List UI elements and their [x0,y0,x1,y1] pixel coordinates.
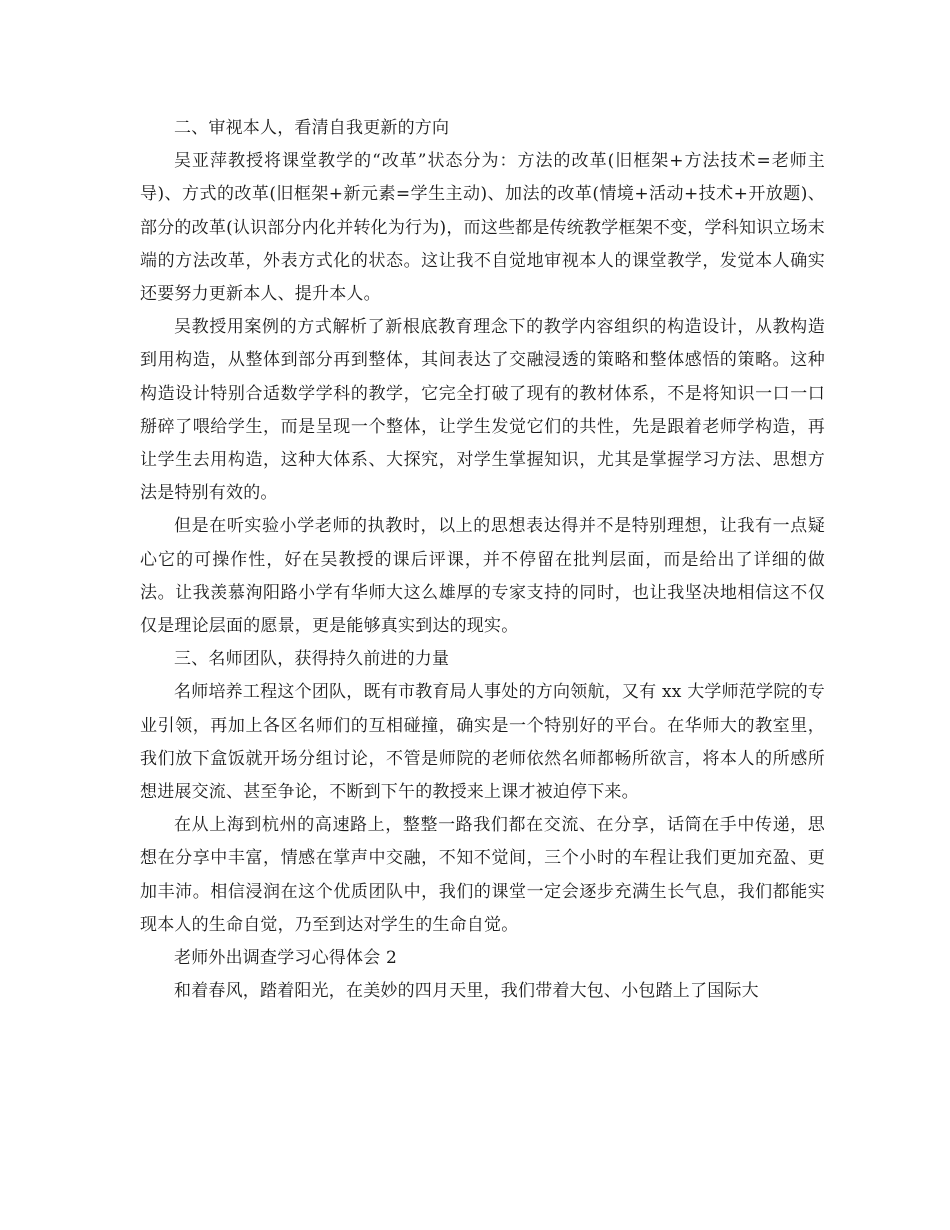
paragraph-observation: 但是在听实验小学老师的执教时，以上的思想表达得并不是特别理想，让我有一点疑心它的可操作性，好在吴教授的课后评课，并不停留在批判层面，而是给出了详细的做法。让我羡慕洵阳路小学有华师大这么雄厚的专家支持的同时，也让我坚决地相信这不仅仅是理论层面的愿景，更是能够真实到达的现实。 [140,516,825,637]
paragraph-structure-design: 吴教授用案例的方式解析了新根底教育理念下的教学内容组织的构造设计，从教构造到用构造，从整体到部分再到整体，其间表达了交融浸透的策略和整体感悟的策略。这种构造设计特别合适数学学科的教学，它完全打破了现有的教材体系，不是将知识一口一口掰碎了喂给学生，而是呈现一个整体，让学生发觉它们的共性，先是跟着老师学构造，再让学生去用构造，这种大体系、大探究，对学生掌握知识，尤其是掌握学习方法、思想方法是特别有效的。 [140,317,825,504]
document-page [140,112,825,1008]
section-heading-3: 三、名师团队，获得持久前进的力量 [174,649,450,670]
article-title-2: 老师外出调查学习心得体会 2 [174,948,398,969]
paragraph-highway: 在从上海到杭州的高速路上，整整一路我们都在交流、在分享，话筒在手中传递，思想在分享中丰富，情感在掌声中交融，不知不觉间，三个小时的车程让我们更加充盈、更加丰沛。相信浸润在这个优质团队中，我们的课堂一定会逐步充满生长气息，我们都能实现本人的生命自觉，乃至到达对学生的生命自觉。 [140,815,825,935]
paragraph-team: 名师培养工程这个团队，既有市教育局人事处的方向领航，又有 xx 大学师范学院的专业引领，再加上各区名师们的互相碰撞，确实是一个特别好的平台。在华师大的教室里，我们放下盒饭就开场分组讨论，不管是师院的老师依然名师都畅所欲言，将本人的所感所想进展交流、甚至争论，不断到下午的教授来上课才被迫停下来。 [140,682,825,803]
paragraph-spring: 和着春风，踏着阳光，在美妙的四月天里，我们带着大包、小包踏上了国际大 [174,981,759,1002]
paragraph-reform-states: 吴亚萍教授将课堂教学的“改革”状态分为：方法的改革(旧框架+方法技术=老师主导)、方式的改革(旧框架+新元素=学生主动)、加法的改革(情境+活动+技术+开放题)、部分的改革(认识部分内化并转化为行为)，而这些都是传统教学框架不变，学科知识立场末端的方法改革，外表方式化的状态。这让我不自觉地审视本人的课堂教学，发觉本人确实还要努力更新本人、提升本人。 [140,151,825,305]
section-heading-2: 二、审视本人，看清自我更新的方向 [174,118,450,138]
